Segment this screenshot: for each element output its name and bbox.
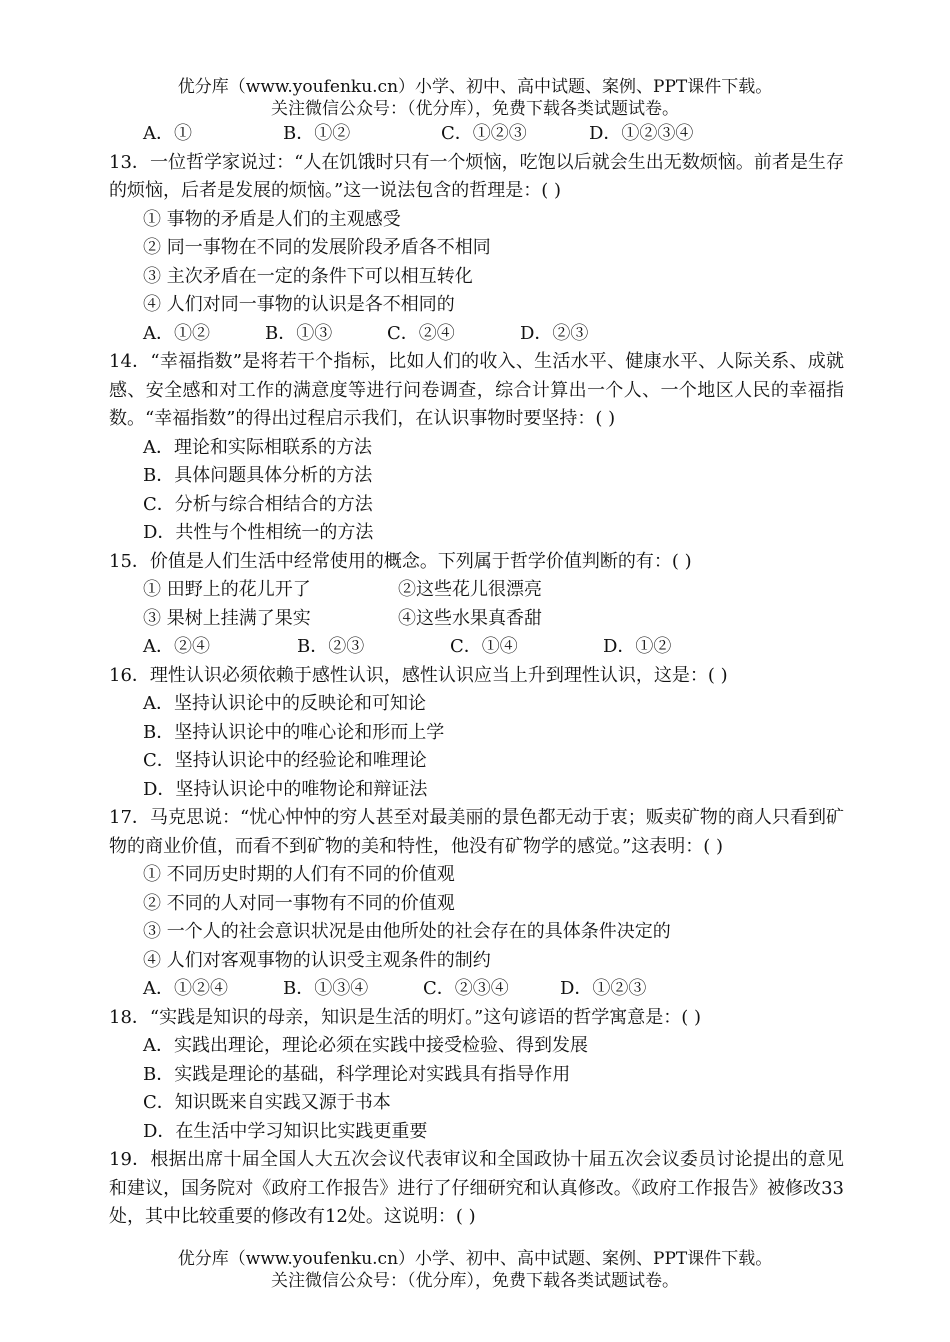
footer-banner [0,1248,950,1292]
q17-item-1: ① 不同历史时期的人们有不同的价值观 [143,864,455,885]
q17-stem: 17．马克思说：“忧心忡忡的穷人甚至对最美丽的景色都无动于衷；贩卖矿物的商人只看到矿物的商业价值，而看不到矿物的美和特性，他没有矿物学的感觉。”这表明：( ) [109,807,844,857]
q13-item-1: ① 事物的矛盾是人们的主观感受 [143,208,401,230]
q14-option-c: C．分析与综合相结合的方法 [143,493,373,515]
q17-options [109,975,844,1004]
q16-option-c: C．坚持认识论中的经验论和唯理论 [143,750,427,771]
q12-option-b: B．①② [283,123,351,144]
q17-item-2: ② 不同的人对同一事物有不同的价值观 [143,892,455,914]
q15-option-c: C．①④ [450,636,518,657]
q12-option-c: C．①②③ [441,123,527,144]
footer-line-1: 优分库（www.youfenku.cn）小学、初中、高中试题、案例、PPT课件下载。 [177,1249,773,1269]
q15-item-3: ③ 果树上挂满了果实 [143,607,311,629]
q15-items-row-2 [109,605,844,634]
q12-option-a: A．① [143,123,192,144]
q12-option-d: D．①②③④ [589,123,694,144]
q13-item-3: ③ 主次矛盾在一定的条件下可以相互转化 [143,265,473,287]
q19-stem: 19．根据出席十届全国人大五次会议代表审议和全国政协十届五次会议委员讨论提出的意见和建议，国务院对《政府工作报告》进行了仔细研究和认真修改。《政府工作报告》被修改33处，其中比较重要的修改有12处。这说明：( ) [109,1149,844,1227]
q15-item-2: ②这些花儿很漂亮 [398,579,542,600]
q13-item-2: ② 同一事物在不同的发展阶段矛盾各不相同 [143,237,491,258]
footer-line-2: 关注微信公众号：（优分库），免费下载各类试题试卷。 [271,1271,679,1291]
q15-item-4: ④这些水果真香甜 [398,607,542,629]
q13-option-a: A．①② [143,322,210,344]
question-list [109,120,844,1232]
q16-option-b: B．坚持认识论中的唯心论和形而上学 [143,721,445,743]
header-banner [0,76,950,120]
q17-option-b: B．①③④ [283,978,369,999]
q14-option-b: B．具体问题具体分析的方法 [143,465,373,486]
q18-option-a: A．实践出理论，理论必须在实践中接受检验、得到发展 [143,1035,588,1056]
q18-option-d: D．在生活中学习知识比实践更重要 [143,1120,428,1142]
q13-option-d: D．②③ [520,322,589,344]
q15-option-d: D．①② [603,636,672,657]
q13-options [109,320,844,349]
q14-option-d: D．共性与个性相统一的方法 [143,522,374,543]
q16-option-a: A．坚持认识论中的反映论和可知论 [143,693,426,714]
q15-option-a: A．②④ [143,636,210,657]
q12-options [109,120,844,149]
q15-item-1: ① 田野上的花儿开了 [143,579,311,600]
q13-item-4: ④ 人们对同一事物的认识是各不相同的 [143,294,455,315]
q17-item-4: ④ 人们对客观事物的认识受主观条件的制约 [143,949,491,971]
q18-stem: 18．“实践是知识的母亲，知识是生活的明灯。”这句谚语的哲学寓意是：( ) [109,1006,702,1028]
q13-stem: 13．一位哲学家说过：“人在饥饿时只有一个烦恼，吃饱以后就会生出无数烦恼。前者是生存的烦恼，后者是发展的烦恼。”这一说法包含的哲理是：( ) [109,151,844,201]
q13-option-c: C．②④ [387,322,455,344]
q17-option-d: D．①②③ [560,978,647,999]
q16-stem: 16．理性认识必须依赖于感性认识，感性认识应当上升到理性认识，这是：( ) [109,664,728,686]
q15-option-b: B．②③ [297,636,365,657]
q15-stem: 15．价值是人们生活中经常使用的概念。下列属于哲学价值判断的有：( ) [109,550,692,572]
q17-option-c: C．②③④ [423,978,509,999]
q18-option-b: B．实践是理论的基础，科学理论对实践具有指导作用 [143,1063,571,1085]
q16-option-d: D．坚持认识论中的唯物论和辩证法 [143,778,428,800]
banner-line-2: 关注微信公众号：（优分库），免费下载各类试题试卷。 [271,99,679,119]
q14-option-a: A．理论和实际相联系的方法 [143,436,372,458]
q15-items-row-1 [109,576,844,605]
q13-option-b: B．①③ [265,322,333,344]
q18-option-c: C．知识既来自实践又源于书本 [143,1092,391,1113]
q15-options [109,633,844,662]
q17-option-a: A．①②④ [143,978,228,999]
q17-item-3: ③ 一个人的社会意识状况是由他所处的社会存在的具体条件决定的 [143,921,671,942]
banner-line-1: 优分库（www.youfenku.cn）小学、初中、高中试题、案例、PPT课件下载。 [177,77,773,97]
q14-stem: 14．“幸福指数”是将若干个指标，比如人们的收入、生活水平、健康水平、人际关系、成就感、安全感和对工作的满意度等进行问卷调查，综合计算出一个人、一个地区人民的幸福指数。“幸福指数”的得出过程启示我们，在认识事物时要坚持：( ) [109,351,844,429]
